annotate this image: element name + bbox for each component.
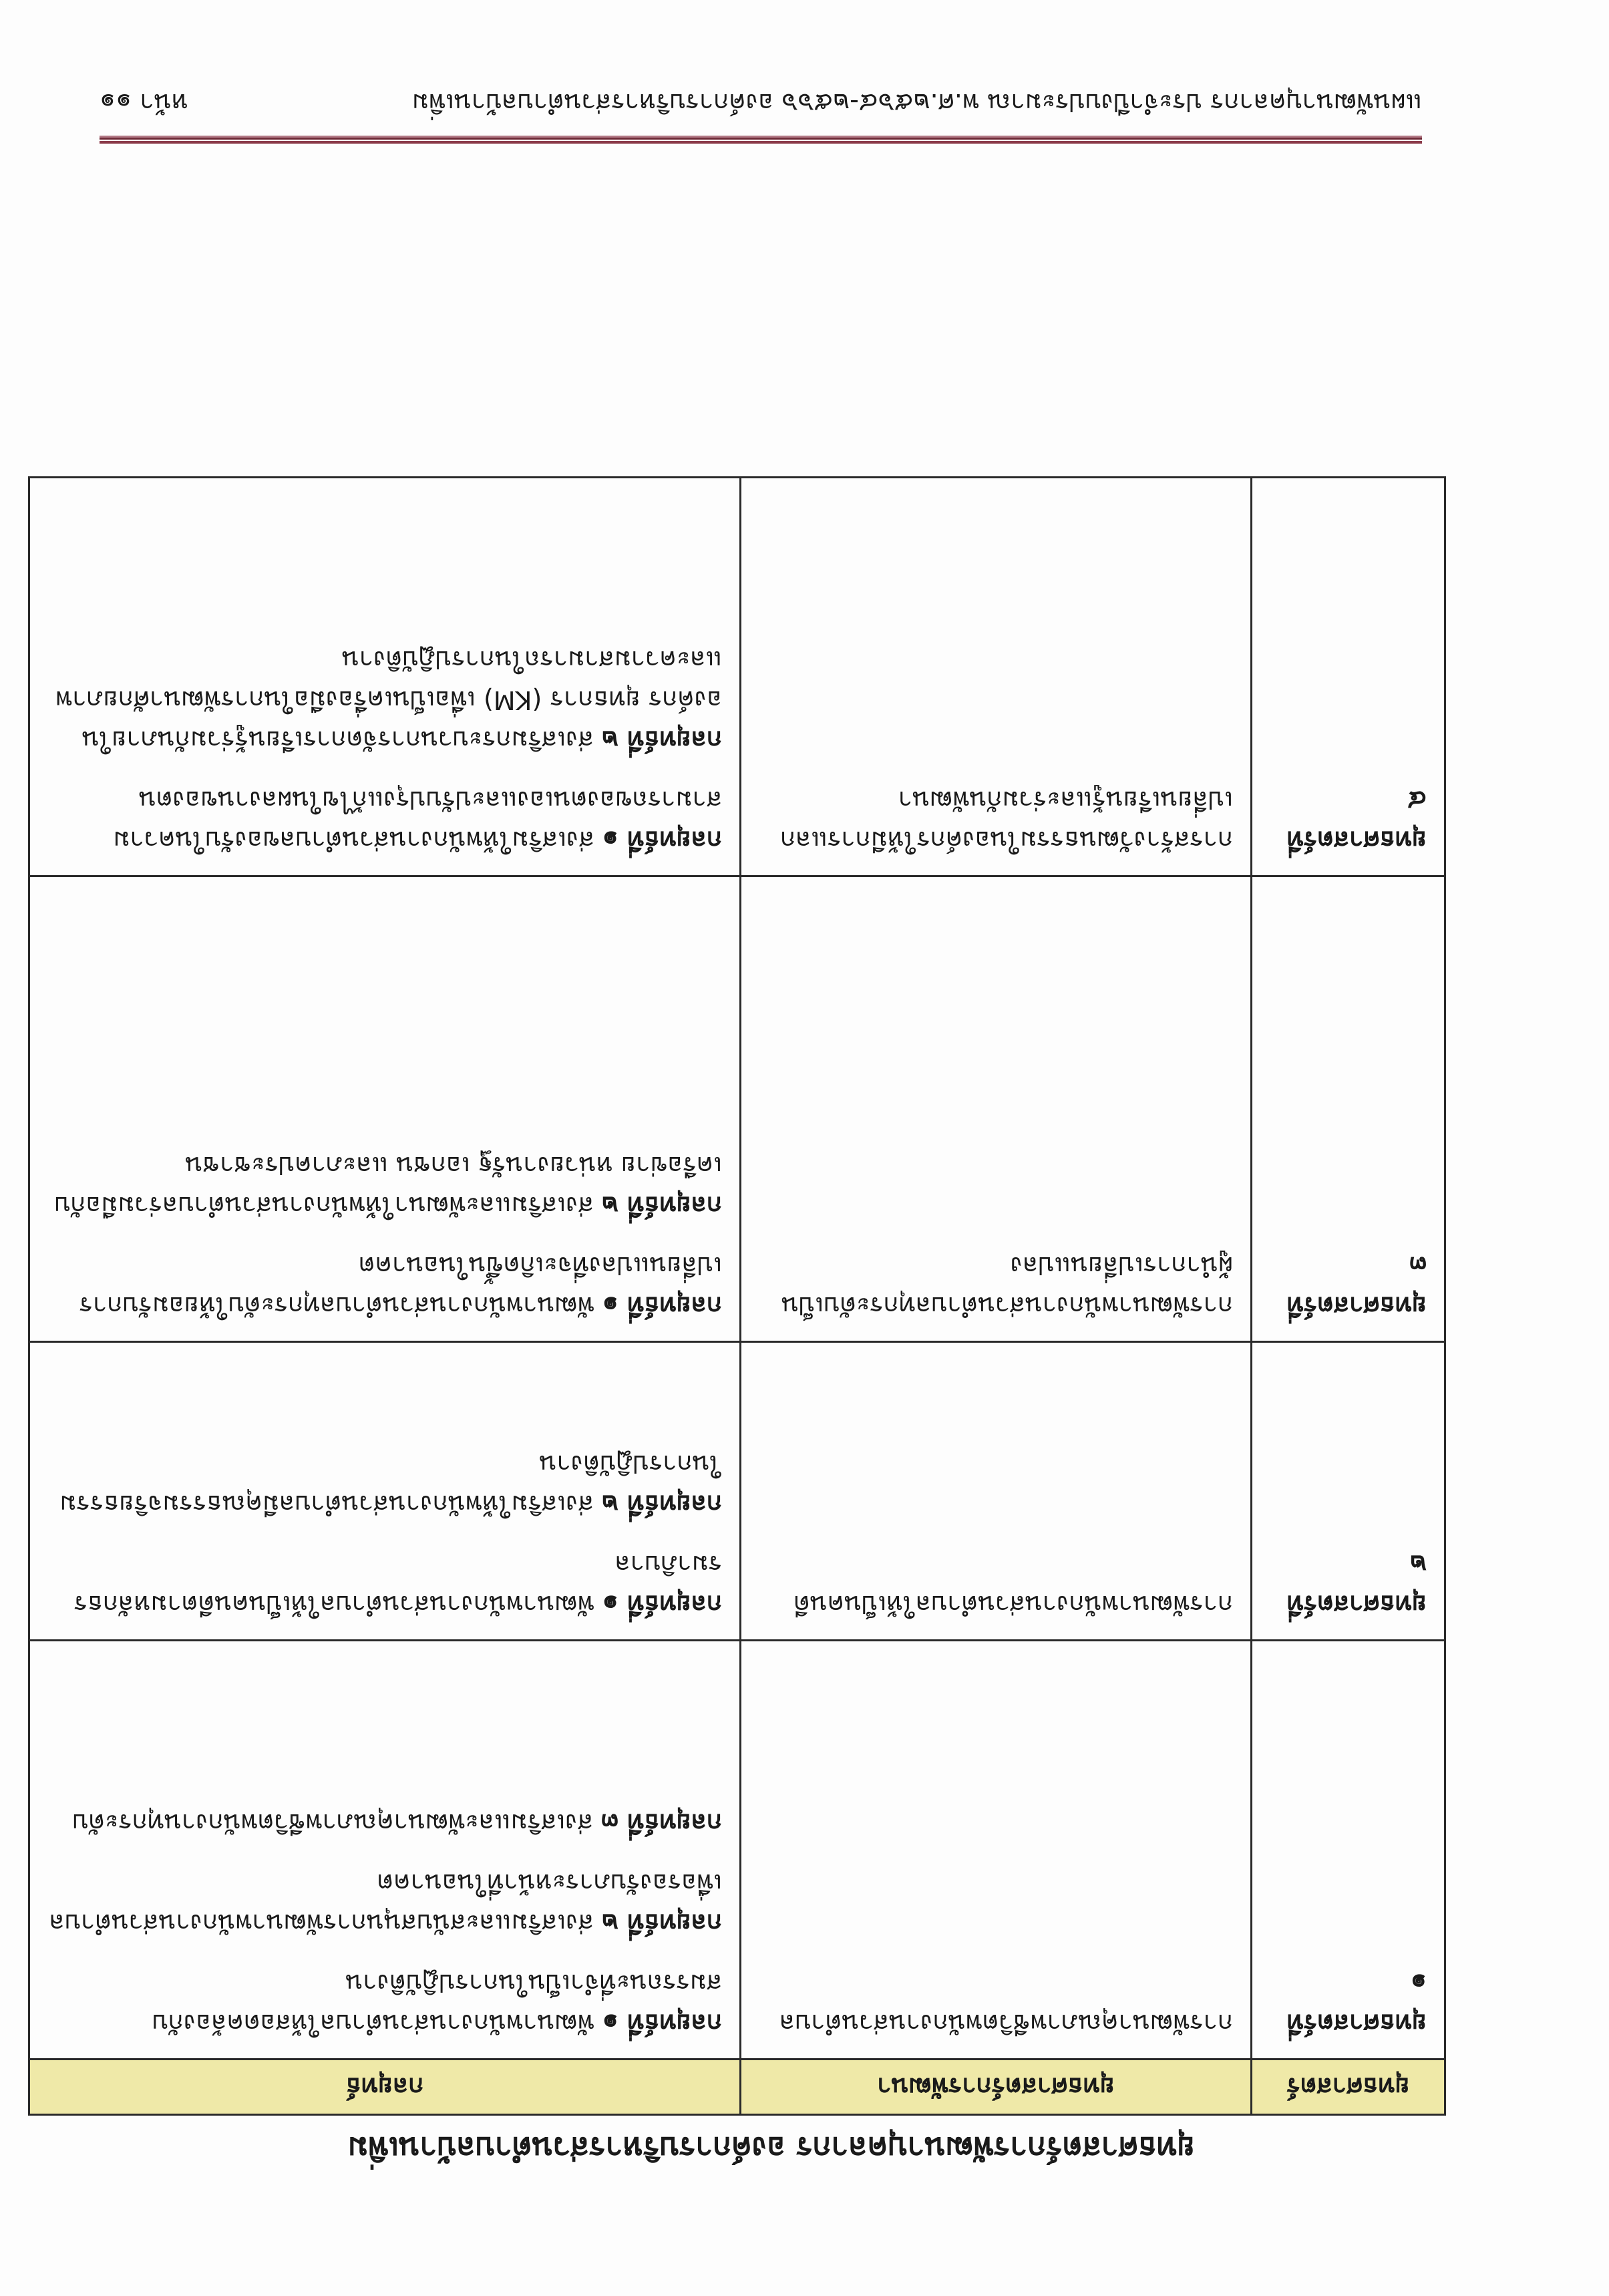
tactic-item [47, 1246, 722, 1326]
tactic-text: พัฒนาพนักงานส่วนตำบลให้เป็นคนดีตามหลักธรรมาภิบาล [73, 1550, 722, 1619]
tactic-label: กลยุทธ์ที่ ๒ [601, 1191, 722, 1220]
goal-cell: การพัฒนาพนักงานส่วนตำบลทุกระดับเป็นผู้นำการเปลี่ยนแปลง [741, 876, 1252, 1342]
tactic-text: ส่งเสริมและพัฒนาคุณภาพชีวิตพนักงานทุกระดับ [72, 1808, 593, 1838]
table-row [29, 1342, 1445, 1641]
goal-cell: การสร้างวัฒนธรรมในองค์กรให้มีการแลกเปลี่ยนเรียนรู้และร่วมกันพัฒนา [741, 478, 1252, 876]
table-row [29, 478, 1445, 876]
tactic-label: กลยุทธ์ที่ ๑ [602, 1590, 722, 1619]
plan-cell [29, 478, 741, 876]
goal-cell: การพัฒนาคุณภาพชีวิตพนักงานส่วนตำบล [741, 1641, 1252, 2060]
table-header-row [29, 2060, 1445, 2115]
tactic-label: กลยุทธ์ที่ ๒ [601, 1490, 722, 1519]
tactic-text: ส่งเสริมและพัฒนาให้พนักงานส่วนตำบลร่วมมือกับเครือข่าย หน่วยงานรัฐ เอกชน และภาคประชาชน [54, 1151, 722, 1220]
tactic-label: กลยุทธ์ที่ ๑ [602, 2009, 722, 2038]
tactic-item [47, 1444, 722, 1524]
plan-cell [29, 1641, 741, 2060]
section-title: ยุทธศาสตร์การพัฒนาบุคลากร องค์การบริหารส่วนตำบลบ้านเพิ่ม [347, 2130, 1195, 2166]
plan-cell [29, 876, 741, 1342]
header-title: แผนพัฒนาบุคลากร ประจำปีงบประมาณ พ.ศ.๒๕๖๔-๒๕๖๖ องค์การบริหารส่วนตำบลบ้านเพิ่ม [411, 88, 1422, 118]
tactic-label: กลยุทธ์ที่ ๑ [602, 826, 722, 855]
issue-cell: ยุทธศาสตร์ที่ ๒ [1252, 1342, 1445, 1641]
tactic-text: พัฒนาพนักงานส่วนตำบลให้สอดคล้องกับสมรรถนะที่จำเป็นในการปฏิบัติงาน [152, 1969, 722, 2038]
tactic-item [47, 1863, 722, 1943]
issue-cell: ยุทธศาสตร์ที่ ๔ [1252, 478, 1445, 876]
tactic-label: กลยุทธ์ที่ ๑ [602, 1291, 722, 1321]
page-header [100, 63, 1422, 144]
tactic-text: พัฒนาพนักงานส่วนตำบลทุกระดับให้ยอมรับการเปลี่ยนแปลงที่จะเกิดขึ้นในอนาคต [79, 1251, 722, 1321]
tactic-item [47, 780, 722, 860]
tactic-item [47, 1544, 722, 1625]
tactic-text: ส่งเสริมให้พนักงานส่วนตำบลของรับในความสามารถของตนเองและปรับปรุงแก้ไขในผลงานของตน [113, 786, 722, 855]
header-issue: ยุทธศาสตร์ [1252, 2060, 1445, 2115]
page-number: หน้า ๑๑ [100, 88, 188, 118]
table-row [29, 876, 1445, 1342]
issue-cell: ยุทธศาสตร์ที่ ๓ [1252, 876, 1445, 1342]
table-row [29, 1641, 1445, 2060]
tactic-item [47, 1146, 722, 1226]
tactic-text: ส่งเสริมและสนับสนุนการพัฒนาพนักงานส่วนตำบลเพื่อรองรับภาระหน้าที่ในอนาคต [49, 1868, 722, 1938]
tactic-item [47, 1963, 722, 2043]
header-plan: กลยุทธ์ [29, 2060, 741, 2115]
plan-cell [29, 1342, 741, 1641]
issue-cell: ยุทธศาสตร์ที่ ๑ [1252, 1641, 1445, 2060]
header-goal: ยุทธศาสตร์การพัฒนา [741, 2060, 1252, 2115]
tactic-text: ส่งเสริมกระบวนการจัดการเรียนรู้ร่วมกันภายในองค์กร ยุทธการ (KM) เพื่อเป็นเครื่องมือในการพัฒนาศักยภาพและความสามารถในการปฏิบัติงาน [55, 645, 722, 755]
tactic-item [47, 640, 722, 760]
header-rule [100, 136, 1422, 144]
goal-cell: การพัฒนาพนักงานส่วนตำบลให้เป็นคนดี [741, 1342, 1252, 1641]
tactic-item [47, 1803, 722, 1843]
tactic-label: กลยุทธ์ที่ ๒ [601, 1909, 722, 1938]
tactic-label: กลยุทธ์ที่ ๓ [600, 1808, 722, 1838]
tactic-text: ส่งเสริมให้พนักงานส่วนตำบลมีคุณธรรมจริยธรรมในการปฏิบัติงาน [59, 1450, 722, 1519]
tactic-label: กลยุทธ์ที่ ๒ [601, 725, 722, 755]
strategy-table [28, 476, 1446, 2116]
